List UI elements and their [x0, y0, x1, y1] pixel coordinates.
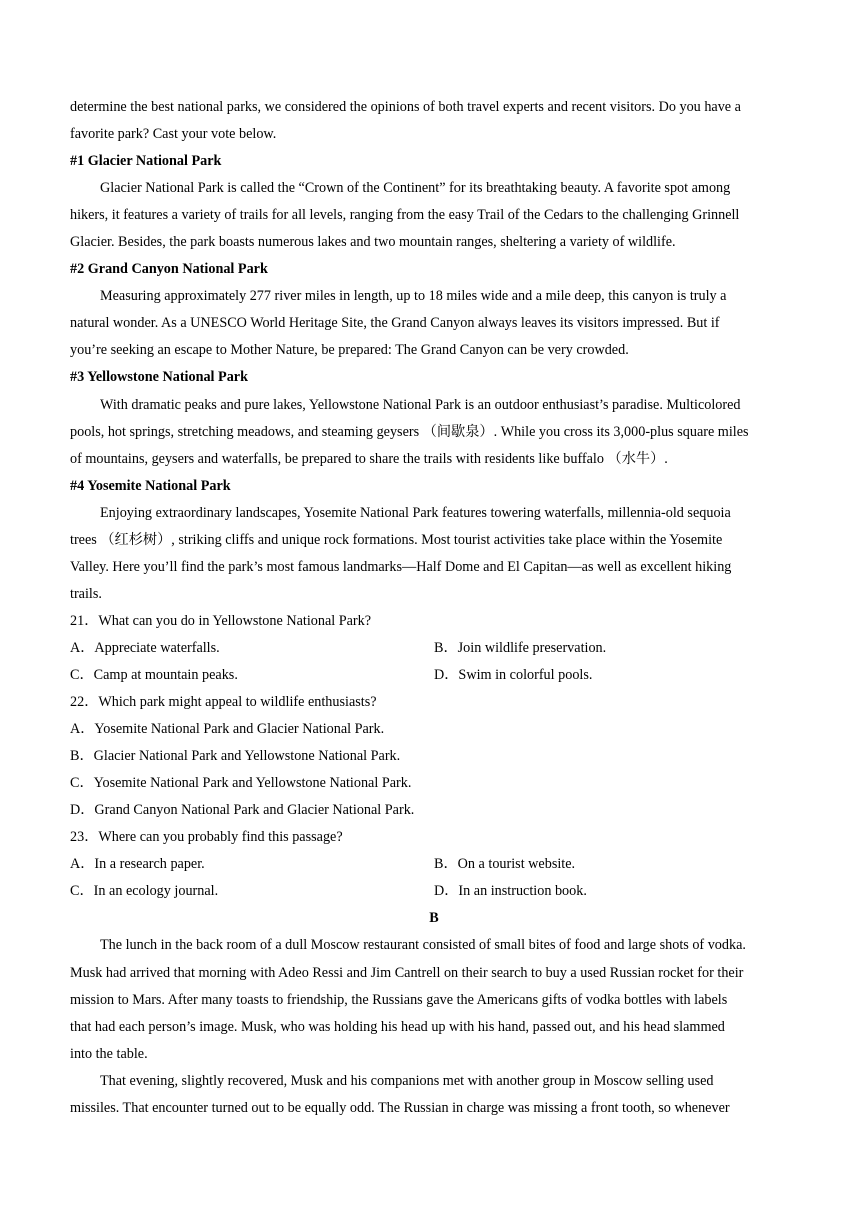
- park-heading: #2 Grand Canyon National Park: [70, 261, 268, 278]
- park-heading: #1 Glacier National Park: [70, 153, 222, 170]
- option-b: B．Join wildlife preservation.: [434, 639, 607, 656]
- question-23: [70, 824, 798, 905]
- question-stem: 22．Which park might appeal to wildlife enthusiasts?: [70, 694, 377, 711]
- section-label: B: [429, 910, 439, 927]
- question-stem: 23．Where can you probably find this passage?: [70, 829, 343, 846]
- option-c: C．Yosemite National Park and Yellowstone National Park.: [70, 775, 412, 792]
- option-row: [70, 635, 798, 662]
- option-c: C．In an ecology journal.: [70, 883, 219, 900]
- paragraph-line: mission to Mars. After many toasts to friendship, the Russians gave the Americans gifts of vodka bottles with labels: [70, 991, 728, 1008]
- question-22: [70, 689, 798, 824]
- paragraph-line: The lunch in the back room of a dull Moscow restaurant consisted of small bites of food and large shots of vodka.: [100, 937, 746, 954]
- intro-line: determine the best national parks, we considered the opinions of both travel experts and recent visitors. Do you have a: [70, 99, 741, 115]
- intro-paragraph: [70, 94, 798, 148]
- paragraph-line: missiles. That encounter turned out to be equally odd. The Russian in charge was missing a front tooth, so whenever: [70, 1099, 730, 1116]
- paragraph-line: natural wonder. As a UNESCO World Heritage Site, the Grand Canyon always leaves its visitors impressed. But if: [70, 315, 720, 332]
- park-heading: #4 Yosemite National Park: [70, 477, 231, 494]
- paragraph-line: Measuring approximately 277 river miles in length, up to 18 miles wide and a mile deep, this canyon is truly a: [100, 288, 727, 305]
- paragraph-line: trails.: [70, 585, 102, 602]
- paragraph-line: Enjoying extraordinary landscapes, Yosemite National Park features towering waterfalls, millennia-old sequoia: [100, 504, 731, 521]
- option-d: D．Grand Canyon National Park and Glacier National Park.: [70, 802, 415, 819]
- paragraph-line: That evening, slightly recovered, Musk and his companions met with another group in Moscow selling used: [100, 1072, 714, 1089]
- option-a: A．In a research paper.: [70, 856, 205, 873]
- document-page: [70, 94, 798, 1122]
- option-row: [70, 851, 798, 878]
- park-section-yosemite: [70, 473, 798, 608]
- paragraph-line: Glacier. Besides, the park boasts numerous lakes and two mountain ranges, sheltering a variety of wildlife.: [70, 234, 676, 251]
- option-c: C．Camp at mountain peaks.: [70, 666, 238, 683]
- paragraph-line: hikers, it features a variety of trails for all levels, ranging from the easy Trail of the Cedars to the challenging Grinnell: [70, 207, 740, 224]
- park-section-glacier: [70, 148, 798, 256]
- paragraph-line: of mountains, geysers and waterfalls, be prepared to share the trails with residents like buffalo （水牛）.: [70, 450, 668, 467]
- option-a: A．Yosemite National Park and Glacier National Park.: [70, 721, 385, 738]
- paragraph-line: you’re seeking an escape to Mother Nature, be prepared: The Grand Canyon can be very crowded.: [70, 342, 629, 359]
- paragraph-line: trees （红杉树）, striking cliffs and unique rock formations. Most tourist activities take place within the Yosemite: [70, 531, 723, 548]
- park-section-grand-canyon: [70, 256, 798, 364]
- question-stem: 21．What can you do in Yellowstone National Park?: [70, 612, 372, 629]
- park-heading: #3 Yellowstone National Park: [70, 369, 248, 386]
- paragraph-line: into the table.: [70, 1045, 148, 1062]
- paragraph-line: that had each person’s image. Musk, who was holding his head up with his hand, passed out, and his head slammed: [70, 1018, 725, 1035]
- option-b: B．Glacier National Park and Yellowstone National Park.: [70, 748, 401, 765]
- paragraph-line: Glacier National Park is called the “Crown of the Continent” for its breathtaking beauty. A favorite spot among: [100, 180, 731, 197]
- park-section-yellowstone: [70, 364, 798, 472]
- option-row: [70, 878, 798, 905]
- section-b: [70, 905, 798, 1121]
- option-d: D．Swim in colorful pools.: [434, 666, 593, 683]
- paragraph-line: Musk had arrived that morning with Adeo Ressi and Jim Cantrell on their search to buy a used Russian rocket for their: [70, 964, 744, 981]
- option-d: D．In an instruction book.: [434, 883, 587, 900]
- option-a: A．Appreciate waterfalls.: [70, 639, 220, 656]
- paragraph-line: Valley. Here you’ll find the park’s most famous landmarks—Half Dome and El Capitan—as well as excellent hiking: [70, 558, 732, 575]
- option-b: B．On a tourist website.: [434, 856, 576, 873]
- paragraph-line: With dramatic peaks and pure lakes, Yellowstone National Park is an outdoor enthusiast’s paradise. Multicolored: [100, 396, 741, 413]
- paragraph-line: pools, hot springs, stretching meadows, and steaming geysers （间歇泉）. While you cross its 3,000-plus square miles: [70, 423, 749, 440]
- intro-line: favorite park? Cast your vote below.: [70, 126, 277, 143]
- option-row: [70, 662, 798, 689]
- question-21: [70, 608, 798, 689]
